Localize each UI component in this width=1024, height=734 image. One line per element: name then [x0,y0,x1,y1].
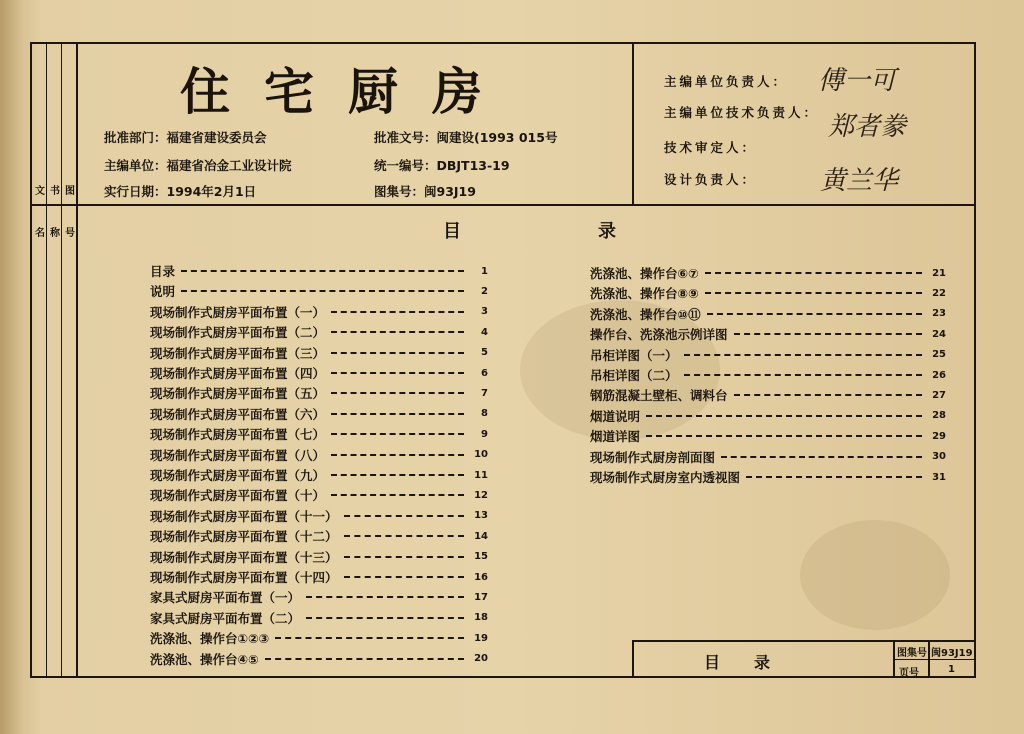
footer-page-label: 页号 [899,668,919,679]
signature-role: 主编单位负责人： [664,74,789,89]
toc-entry-title: 洗涤池、操作台⑩⑪ [590,306,701,322]
toc-leader [344,576,464,578]
binding-label: 称 [50,228,60,239]
toc-entry-page: 10 [474,449,488,461]
toc-entry-title: 现场制作式厨房平面布置（八） [150,447,326,463]
toc-leader [265,658,464,660]
signature-name: 傅一可 [818,66,897,96]
toc-leader [181,290,464,292]
toc-entry-title: 烟道说明 [590,408,641,424]
editor-unit-text: 主编单位：福建省冶金工业设计院 [104,158,292,173]
toc-entry-title: 吊柜详图（二） [590,368,678,383]
toc-entry [150,262,488,280]
binding-label: 名 [35,228,45,239]
toc-entry [590,346,946,364]
toc-entry-page: 16 [474,571,488,583]
toc-entry-page: 12 [474,489,488,501]
title-block-row [893,659,976,660]
toc-entry [150,405,488,423]
toc-entry-page: 19 [474,632,488,644]
toc-leader [646,415,922,417]
toc-entry-page: 29 [932,430,946,442]
signature-divider [632,42,634,205]
toc-entry-page: 3 [481,306,488,318]
toc-entry [150,425,488,443]
binding-label: 号 [65,228,75,239]
toc-entry-title: 洗涤池、操作台①②③ [150,631,270,647]
title-block-left [632,640,634,678]
toc-entry-title: 钢筋混凝土壁柜、调料台 [590,388,728,404]
toc-entry [150,548,488,566]
toc-entry [150,507,488,525]
toc-entry [150,629,488,647]
toc-entry-page: 9 [481,428,488,440]
toc-entry-title: 洗涤池、操作台⑥⑦ [590,266,699,281]
toc-leader [331,331,464,333]
toc-entry-title: 现场制作式厨房室内透视图 [590,470,741,485]
toc-entry [590,325,946,343]
toc-leader [275,637,464,639]
toc-leader [344,556,464,558]
toc-entry-title: 现场制作式厨房剖面图 [590,449,716,465]
header-divider [76,204,976,206]
toc-entry-title: 现场制作式厨房平面布置（二） [150,325,326,341]
footer-atlas-label: 图集号 [897,648,927,659]
title-block-top [632,640,976,642]
footer-page-value: 1 [948,664,955,675]
toc-entry-title: 烟道详图 [590,429,641,445]
toc-entry-title: 现场制作式厨房平面布置（四） [150,366,326,381]
toc-leader [746,476,922,478]
toc-entry-page: 13 [474,510,488,522]
toc-entry-page: 22 [932,287,946,299]
toc-entry [150,609,488,627]
toc-entry-page: 5 [481,347,488,359]
toc-entry-page: 21 [932,267,946,279]
toc-entry-page: 14 [474,530,488,542]
toc-heading-left: 目 [443,221,461,242]
toc-entry [590,468,946,486]
toc-leader [705,272,922,274]
toc-entry [150,344,488,362]
toc-entry [590,407,946,425]
toc-entry-page: 17 [474,591,488,603]
book-gutter [0,0,22,734]
toc-entry [150,588,488,606]
signature-name: 黄兰华 [820,166,899,196]
toc-leader [331,311,464,313]
toc-entry [590,305,946,323]
toc-entry-page: 18 [474,612,488,624]
toc-entry [590,386,946,404]
toc-entry [150,650,488,668]
approval-doc-text: 批准文号：闽建设(1993 015号 [374,130,558,145]
toc-entry-page: 2 [481,285,488,297]
toc-leader [306,596,464,598]
toc-entry-page: 8 [481,408,488,420]
toc-entry-title: 操作台、洗涤池示例详图 [590,327,728,343]
toc-entry-page: 1 [481,265,488,277]
footer-atlas-value: 闽93J19 [931,648,973,659]
toc-entry [590,284,946,302]
effective-date-text: 实行日期：1994年2月1日 [104,184,257,199]
toc-entry-title: 洗涤池、操作台④⑤ [150,651,259,667]
toc-leader [646,435,922,437]
toc-entry-page: 27 [932,389,946,401]
toc-entry-title: 吊柜详图（一） [590,347,678,363]
toc-entry-title: 家具式厨房平面布置（二） [150,610,301,626]
toc-entry-page: 15 [474,551,488,563]
toc-entry-title: 现场制作式厨房平面布置（七） [150,427,326,443]
toc-entry-title: 现场制作式厨房平面布置（十） [150,488,326,504]
binding-label: 书 [50,186,60,197]
toc-entry-page: 20 [474,653,488,665]
toc-entry-page: 30 [932,451,946,463]
toc-leader [331,392,464,394]
signature-name: 郑者豢 [828,112,907,142]
toc-leader [344,515,464,517]
toc-leader [331,474,464,476]
toc-leader [331,433,464,435]
toc-entry-title: 目录 [150,264,176,279]
toc-leader [306,617,464,619]
toc-leader [181,270,464,272]
signature-role: 主编单位技术负责人： [664,105,820,120]
toc-entry [150,486,488,504]
toc-leader [344,535,464,537]
toc-entry [150,303,488,321]
footer-title: 目录 [704,653,805,672]
toc-entry [590,264,946,282]
toc-entry-page: 11 [474,469,488,481]
toc-entry [150,568,488,586]
toc-heading-right: 录 [598,221,616,242]
toc-entry [590,448,946,466]
toc-leader [707,313,922,315]
toc-entry-title: 说明 [150,284,176,300]
toc-leader [721,456,922,458]
toc-entry [150,466,488,484]
toc-leader [705,292,922,294]
toc-entry-title: 现场制作式厨房平面布置（十三） [150,549,338,565]
toc-entry-page: 23 [932,308,946,320]
toc-entry-title: 现场制作式厨房平面布置（三） [150,345,326,361]
toc-entry-title: 现场制作式厨房平面布置（五） [150,386,326,402]
page-title: 住宅厨房 [180,62,516,121]
toc-entry-title: 现场制作式厨房平面布置（十一） [150,508,338,524]
toc-entry-page: 26 [932,369,946,381]
toc-leader [684,374,922,376]
toc-entry [590,427,946,445]
toc-entry-title: 洗涤池、操作台⑧⑨ [590,286,699,302]
toc-entry [150,323,488,341]
binding-label: 文 [35,186,45,197]
toc-entry-page: 31 [932,471,946,483]
toc-entry [150,527,488,545]
toc-entry-page: 25 [932,349,946,361]
toc-leader [734,333,922,335]
toc-leader [331,413,464,415]
toc-leader [331,372,464,374]
toc-leader [684,354,922,356]
signature-role: 设计负责人： [664,172,758,187]
toc-entry [150,364,488,382]
toc-entry [150,384,488,402]
toc-entry-page: 24 [932,328,946,340]
toc-leader [331,454,464,456]
toc-entry-title: 现场制作式厨房平面布置（一） [150,304,326,320]
toc-entry-page: 4 [481,326,488,338]
binding-strip [30,42,76,678]
toc-entry [150,446,488,464]
unified-no-text: 统一编号：DBJT13-19 [374,158,510,173]
toc-leader [331,494,464,496]
toc-leader [331,352,464,354]
toc-entry [590,366,946,384]
atlas-no-text: 图集号：闽93J19 [374,184,476,199]
toc-entry-title: 现场制作式厨房平面布置（六） [150,406,326,422]
approver-text: 批准部门：福建省建设委员会 [104,130,267,145]
toc-entry-title: 现场制作式厨房平面布置（十二） [150,529,338,545]
toc-entry-title: 家具式厨房平面布置（一） [150,590,301,606]
binding-label: 图 [65,186,75,197]
toc-entry [150,282,488,300]
toc-leader [734,394,922,396]
toc-entry-page: 6 [481,367,488,379]
toc-entry-page: 28 [932,410,946,422]
toc-entry-page: 7 [481,387,488,399]
toc-entry-title: 现场制作式厨房平面布置（九） [150,468,326,483]
toc-entry-title: 现场制作式厨房平面布置（十四） [150,570,338,585]
signature-role: 技术审定人： [664,140,758,155]
